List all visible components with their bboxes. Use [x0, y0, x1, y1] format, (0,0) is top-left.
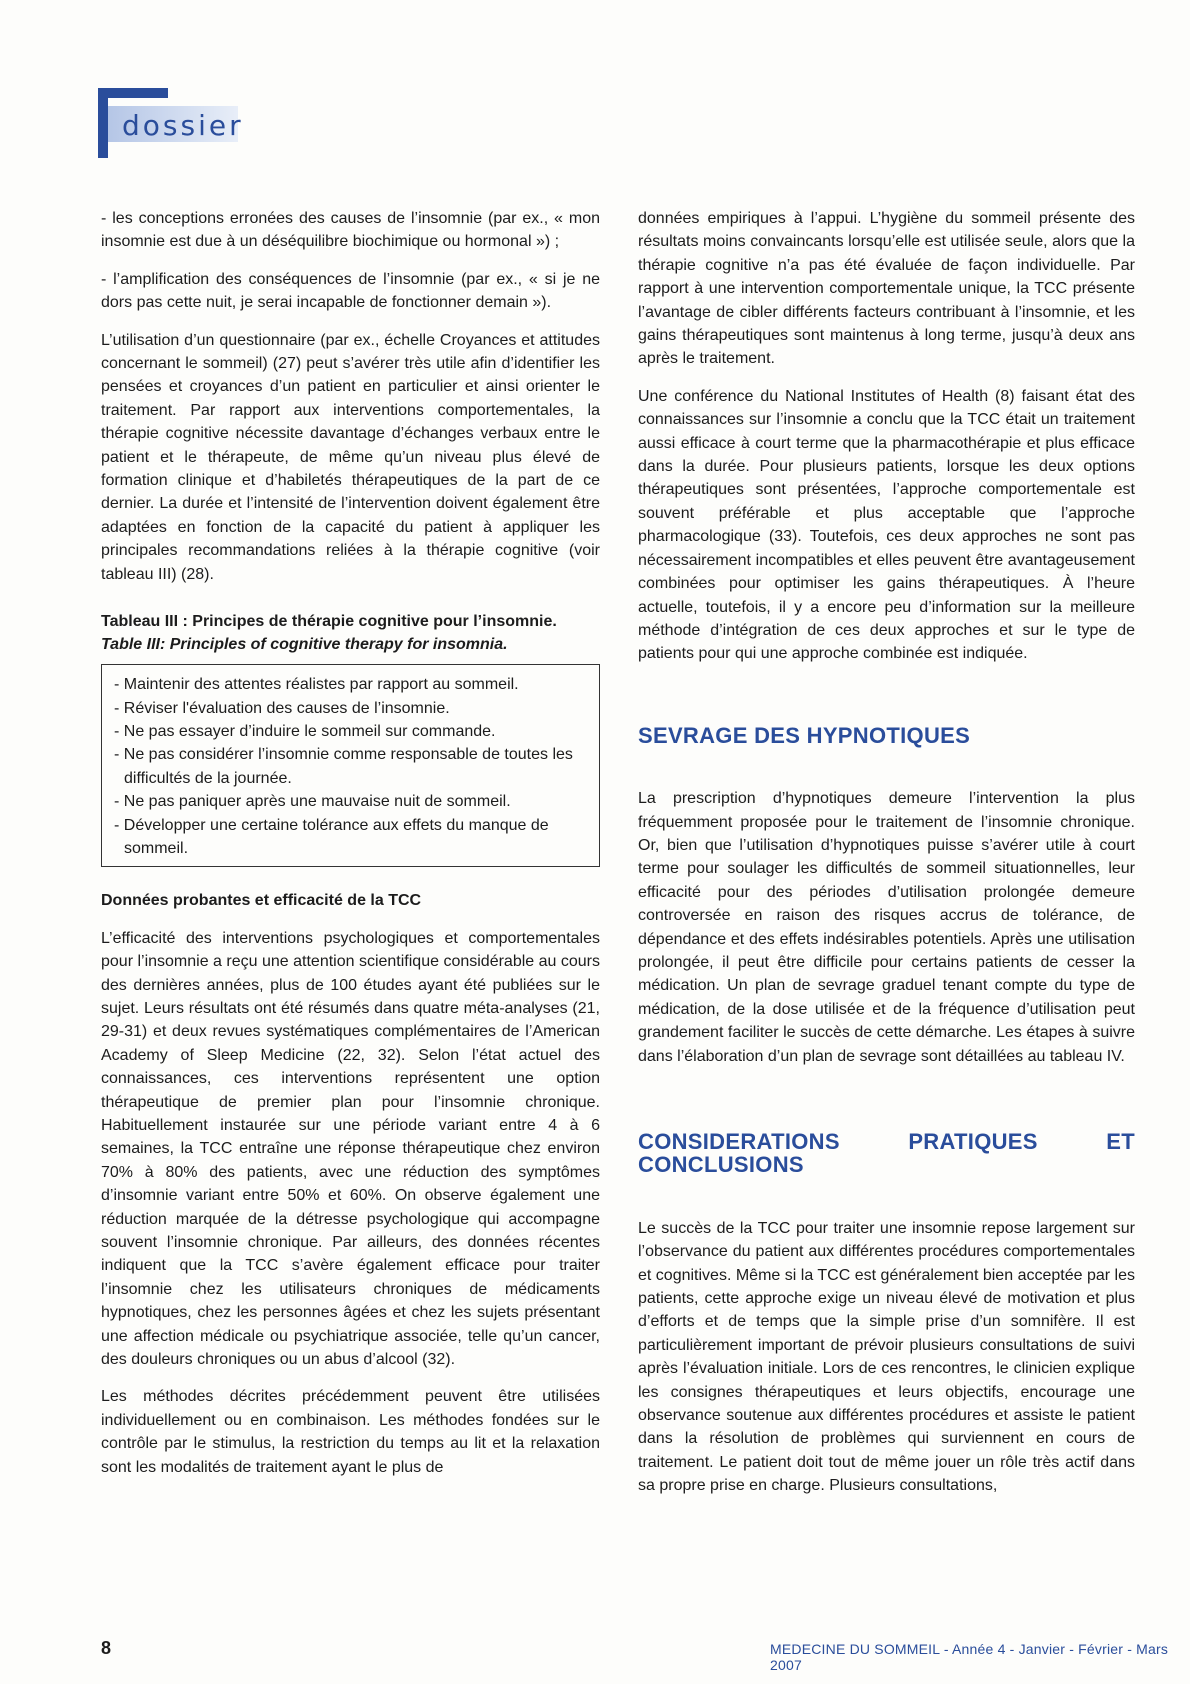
- table-item: - Ne pas essayer d’induire le sommeil sur commande.: [114, 722, 496, 740]
- paragraph: La prescription d’hypnotiques demeure l’intervention la plus fréquemment proposée pour le traitement de l’insomnie chronique. Or, bien que l’utilisation d’hypnotiques puisse s’avérer utile à court terme pour soulager les difficultés de sommeil situationnelles, leur efficacité pour des périodes d’utilisation prolongée demeure controversée en raison des risques accrus de tolérance, de dépendance et des effets indésirables potentiels. Après une utilisation prolongée, il peut être difficile pour certains patients de cesser la médication. Un plan de sevrage graduel tenant compte du type de médication, de la dose utilisée et de la fréquence d’utilisation peut grandement faciliter le succès de cette démarche. Les étapes à suivre dans l’élaboration d’un plan de sevrage sont détaillées au tableau IV.: [638, 790, 1135, 1065]
- journal-footer: MEDECINE DU SOMMEIL - Année 4 - Janvier - Février - Mars 2007: [770, 1641, 1169, 1673]
- table-title-fr: Tableau III : Principes de thérapie cognitive pour l’insomnie.: [101, 613, 557, 631]
- table-item: - Ne pas paniquer après une mauvaise nuit de sommeil.: [114, 793, 511, 811]
- subheading: Données probantes et efficacité de la TCC: [101, 892, 422, 910]
- table-item: - Maintenir des attentes réalistes par rapport au sommeil.: [114, 676, 519, 694]
- logo-text: dossier: [122, 109, 244, 142]
- dossier-logo: [98, 88, 244, 158]
- table-title-en: Table III: Principles of cognitive therapy for insomnia.: [101, 636, 508, 654]
- paragraph: - l’amplification des conséquences de l’insomnie (par ex., « si je ne dors pas cette nuit, je serai incapable de fonctionner demain »).: [101, 270, 600, 312]
- paragraph: - les conceptions erronées des causes de l’insomnie (par ex., « mon insomnie est due à un déséquilibre biochimique ou hormonal ») ;: [101, 210, 600, 251]
- table-item: - Réviser l'évaluation des causes de l’insomnie.: [114, 699, 450, 717]
- paragraph: Le succès de la TCC pour traiter une insomnie repose largement sur l’observance du patient aux différentes procédures comportementales et cognitives. Même si la TCC est généralement bien acceptée par les patients, cette approche exige un niveau élevé de motivation et plus d’efforts et de temps que la simple prise d’un somnifère. Il est particulièrement important de prévoir plusieurs consultations de suivi après l’évaluation initiale. Lors de ces rencontres, le clinicien explique les consignes thérapeutiques et leurs objectifs, encourage une observance soutenue aux différentes procédures et assiste le patient dans la résolution de problèmes qui surviennent en cours de traitement. Le patient doit tout de même jouer un rôle très actif dans sa propre prise en charge. Plusieurs consultations,: [638, 1219, 1135, 1495]
- table-item: - Développer une certaine tolérance aux effets du manque de sommeil.: [114, 816, 549, 857]
- paragraph: L’utilisation d’un questionnaire (par ex., échelle Croyances et attitudes concernant le sommeil) (27) peut s’avérer très utile afin d’identifier les pensées et croyances d’un patient en particulier et ainsi orienter le traitement. Par rapport aux interventions comportementales, la thérapie cognitive nécessite davantage d’échanges verbaux entre le patient et le thérapeute, de même qu’un niveau plus élevé de formation clinique et d’habiletés thérapeutiques de la part de ce dernier. La durée et l’intensité de l’intervention doivent également être adaptées en fonction de la capacité du patient à appliquer les principales recommandations reliées à la thérapie cognitive (voir tableau III) (28).: [101, 331, 600, 583]
- right-column: [638, 207, 1135, 1512]
- left-column: [101, 207, 600, 1493]
- paragraph: L’efficacité des interventions psychologiques et comportementales pour l’insomnie a reçu une attention scientifique considérable au cours des dernières années, plus de 100 études ayant été publiées sur le sujet. Leurs résultats ont été résumés dans quatre méta-analyses (21, 29-31) et deux revues systématiques complémentaires de l’American Academy of Sleep Medicine (22, 32). Selon l’état actuel des connaissances, ces interventions représentent une option thérapeutique de premier plan pour l’insomnie chronique. Habituellement instaurée sur une période variant entre 4 à 6 semaines, la TCC entraîne une réponse thérapeutique chez environ 70% à 80% des patients, avec une réduction des symptômes d’insomnie variant entre 50% et 60%. On observe également une réduction marquée de la détresse psychologique qui accompagne souvent l’insomnie chronique. Par ailleurs, des données récentes indiquent que la TCC s’avère également efficace pour traiter l’insomnie chez les utilisateurs chroniques de médicaments hypnotiques, chez les personnes âgées et chez les sujets présentant une affection médicale ou psychiatrique associée, telle qu’un cancer, des douleurs chroniques ou un abus d’alcool (32).: [101, 929, 600, 1369]
- paragraph: données empiriques à l’appui. L’hygiène du sommeil présente des résultats moins convaincants lorsqu’elle est utilisée seule, alors que la thérapie cognitive n’a pas été évaluée de façon individuelle. Par rapport à une intervention comportementale unique, la TCC présente l’avantage de cibler différents facteurs contribuant à l’insomnie, et les gains thérapeutiques sont maintenus à long terme, jusqu’à deux ans après le traitement.: [638, 210, 1135, 368]
- table-box: [101, 664, 600, 867]
- section-heading: CONSIDERATIONS PRATIQUES ET CONCLUSIONS: [638, 1129, 1135, 1178]
- section-heading: SEVRAGE DES HYPNOTIQUES: [638, 722, 971, 748]
- paragraph: Les méthodes décrites précédemment peuvent être utilisées individuellement ou en combinaison. Les méthodes fondées sur le contrôle par le stimulus, la restriction du temps au lit et la relaxation sont les modalités de traitement ayant le plus de: [101, 1388, 600, 1476]
- page-number: 8: [101, 1638, 112, 1658]
- table-item: - Ne pas considérer l’insomnie comme responsable de toutes les difficultés de la journée.: [114, 746, 573, 787]
- paragraph: Une conférence du National Institutes of Health (8) faisant état des connaissances sur l’insomnie a conclu que la TCC était un traitement aussi efficace à court terme que la pharmacothérapie et plus efficace dans la durée. Pour plusieurs patients, lorsque les deux options thérapeutiques sont présentées, l’approche comportementale est souvent préférable et plus acceptable que l’approche pharmacologique (33). Toutefois, ces deux approches ne sont pas nécessairement incompatibles et elles peuvent être avantageusement combinées pour optimiser les gains thérapeutiques. À l’heure actuelle, toutefois, il y a encore peu d’information sur la meilleure méthode d’intégration de ces deux approches et sur le type de patients pour qui une approche combinée est indiquée.: [638, 387, 1135, 663]
